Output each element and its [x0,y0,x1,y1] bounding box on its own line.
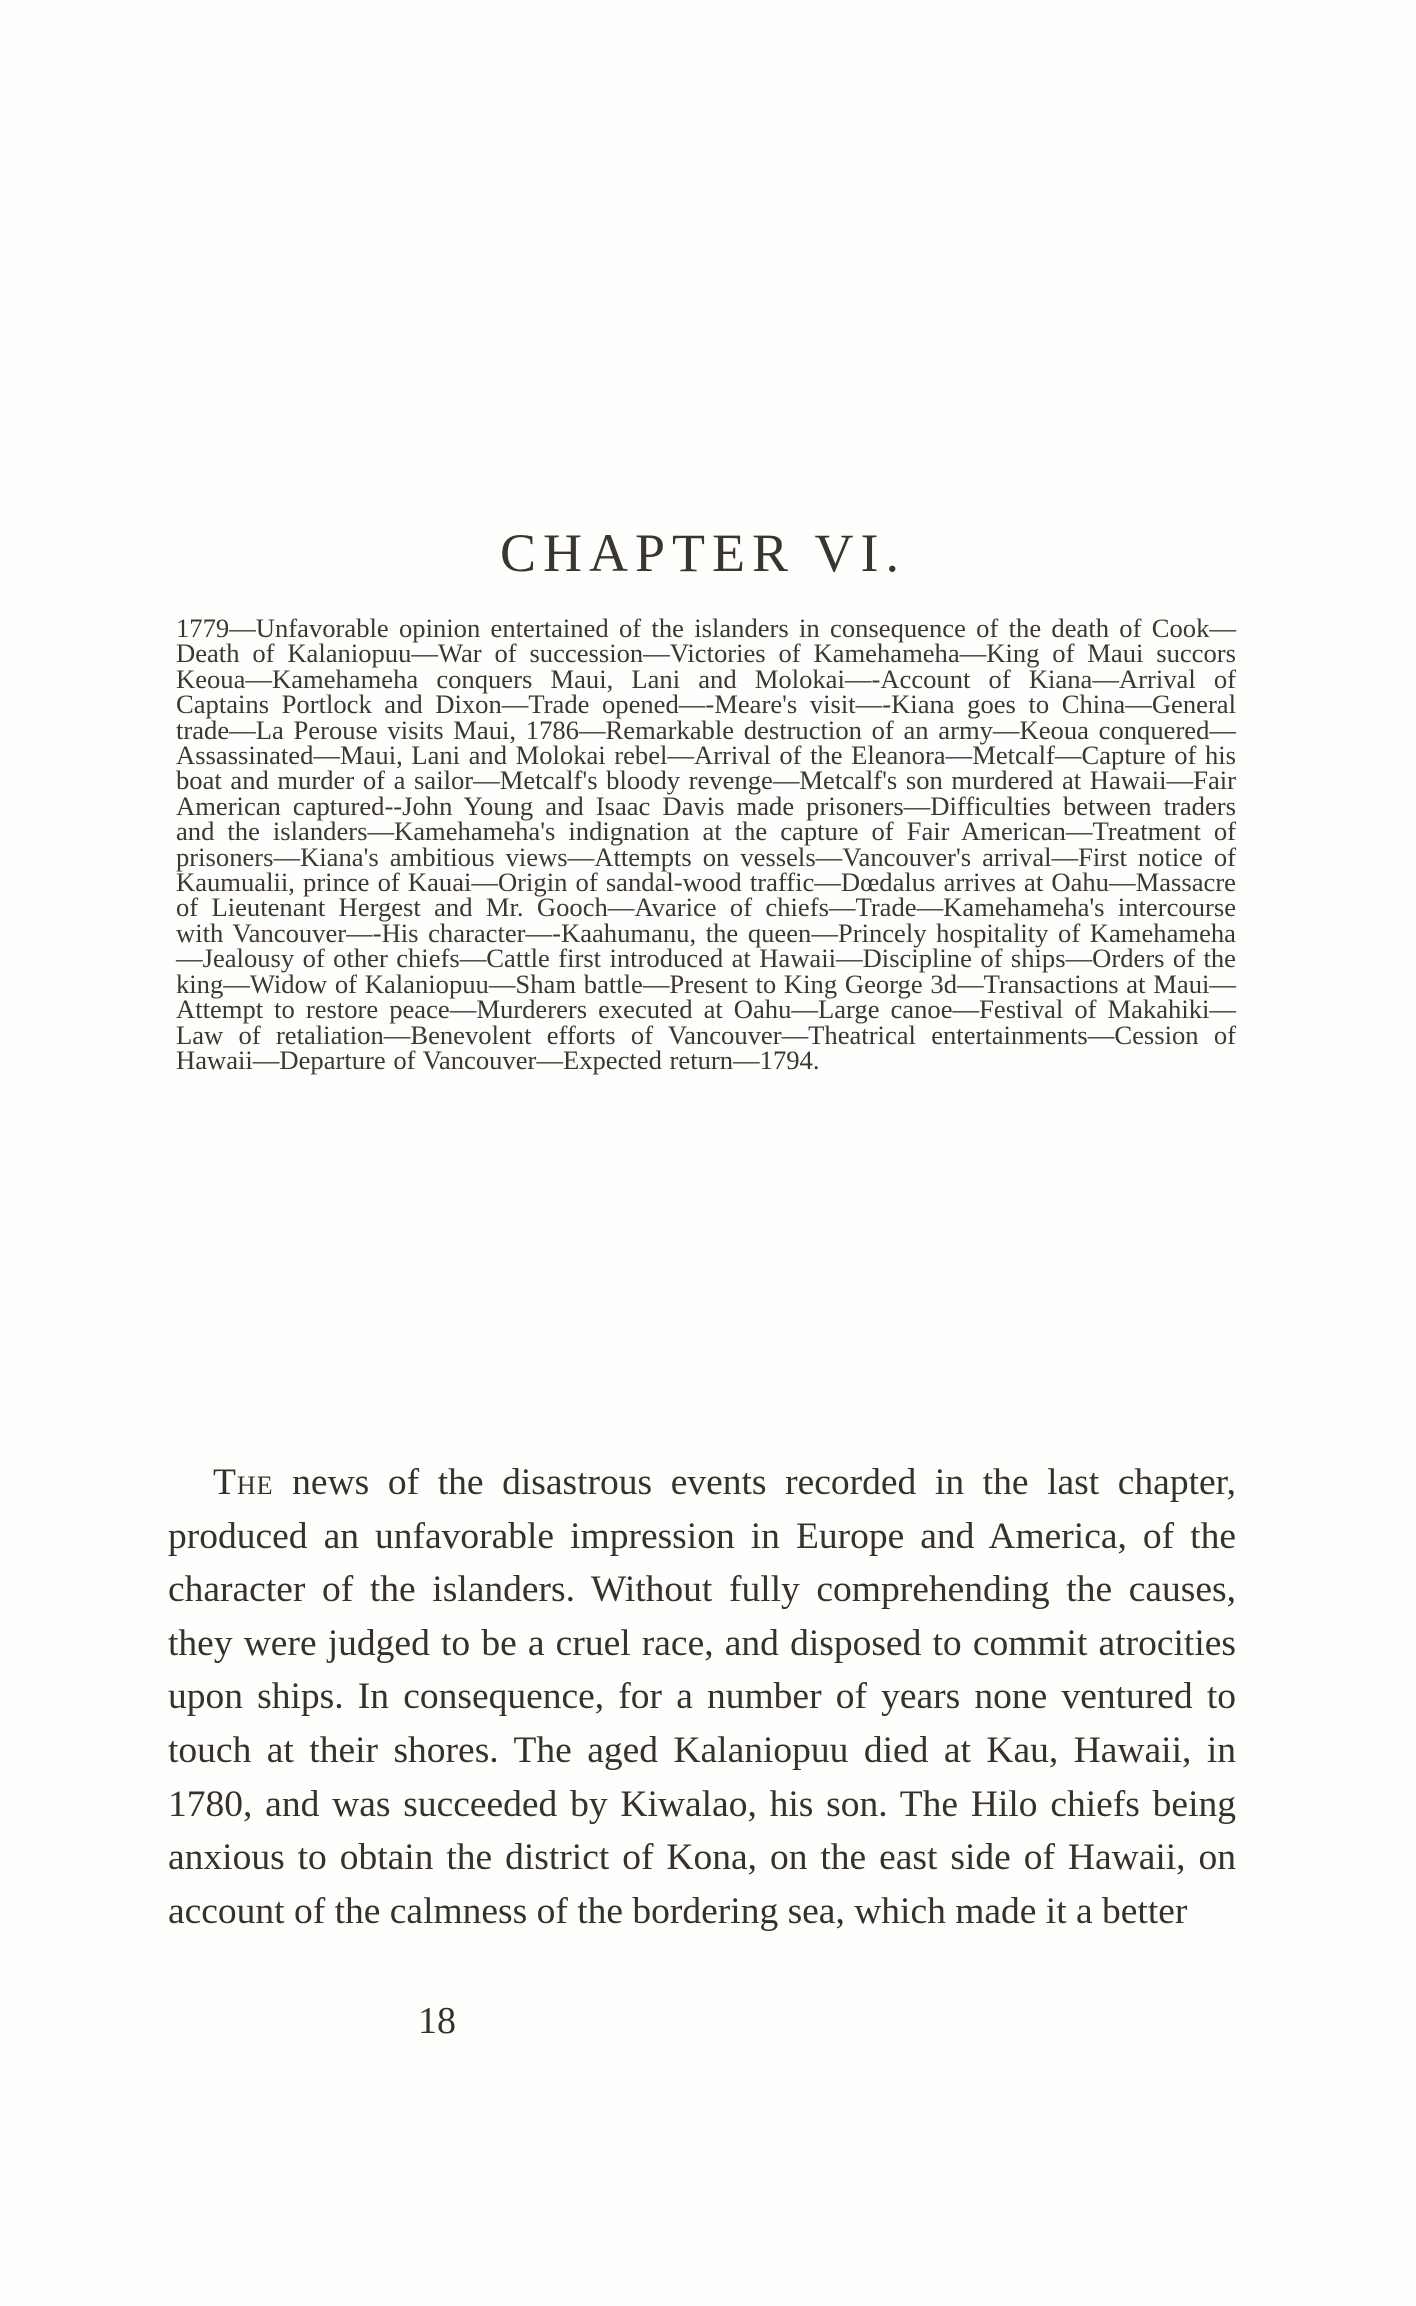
lead-word: The [213,1462,274,1503]
chapter-heading: CHAPTER VI. [499,523,907,583]
chapter-summary: 1779—Unfavorable opinion entertained of the islanders in consequence of the death of Cook—Death of Kalaniopuu—War of succession—Victories of Kamehameha—King of Maui succors Keoua—Kamehameha conquers Maui, Lani and Molokai—-Account of Kiana—Arrival of Captains Portlock and Dixon—Trade opened—-Meare's visit—-Kiana goes to China—General trade—La Perouse visits Maui, 1786—Remarkable destruction of an army—Keoua conquered—Assassinated—Maui, Lani and Molokai rebel—Arrival of the Eleanora—Metcalf—Capture of his boat and murder of a sailor—Metcalf's bloody revenge—Metcalf's son murdered at Hawaii—Fair American captured--John Young and Isaac Davis made prisoners—Difficulties between traders and the islanders—Kamehameha's indignation at the capture of Fair American—Treatment of prisoners—Kiana's ambitious views—Attempts on vessels—Vancouver's arrival—First notice of Kaumualii, prince of Kauai—Origin of sandal-wood traffic—Dœdalus arrives at Oahu—Massacre of Lieutenant Hergest and Mr. Gooch—Avarice of chiefs—Trade—Kamehameha's intercourse with Vancouver—-His character—-Kaahumanu, the queen—Princely hospitality of Kamehameha—Jealousy of other chiefs—Cattle first introduced at Hawaii—Discipline of ships—Orders of the king—Widow of Kalaniopuu—Sham battle—Present to King George 3d—Transactions at Maui—Attempt to restore peace—Murderers executed at Oahu—Large canoe—Festival of Makahiki—Law of retaliation—Benevolent efforts of Vancouver—Theatrical entertainments—Cession of Hawaii—Departure of Vancouver—Expected return—1794. [176,613,1236,1075]
signature-mark: 18 [418,2000,456,2042]
body-text: news of the disastrous events recorded in the last chapter, produced an unfavorable impression in Europe and America, of the character of the islanders. Without fully comprehending the causes, they were judged to be a cruel race, and disposed to commit atrocities upon ships. In consequence, for a number of years none ventured to touch at their shores. The aged Kalaniopuu died at Kau, Hawaii, in 1780, and was succeeded by Kiwalao, his son. The Hilo chiefs being anxious to obtain the district of Kona, on the east side of Hawaii, on account of the calmness of the bordering sea, which made it a better [168,1462,1236,1932]
body-paragraph [168,1456,1236,1938]
